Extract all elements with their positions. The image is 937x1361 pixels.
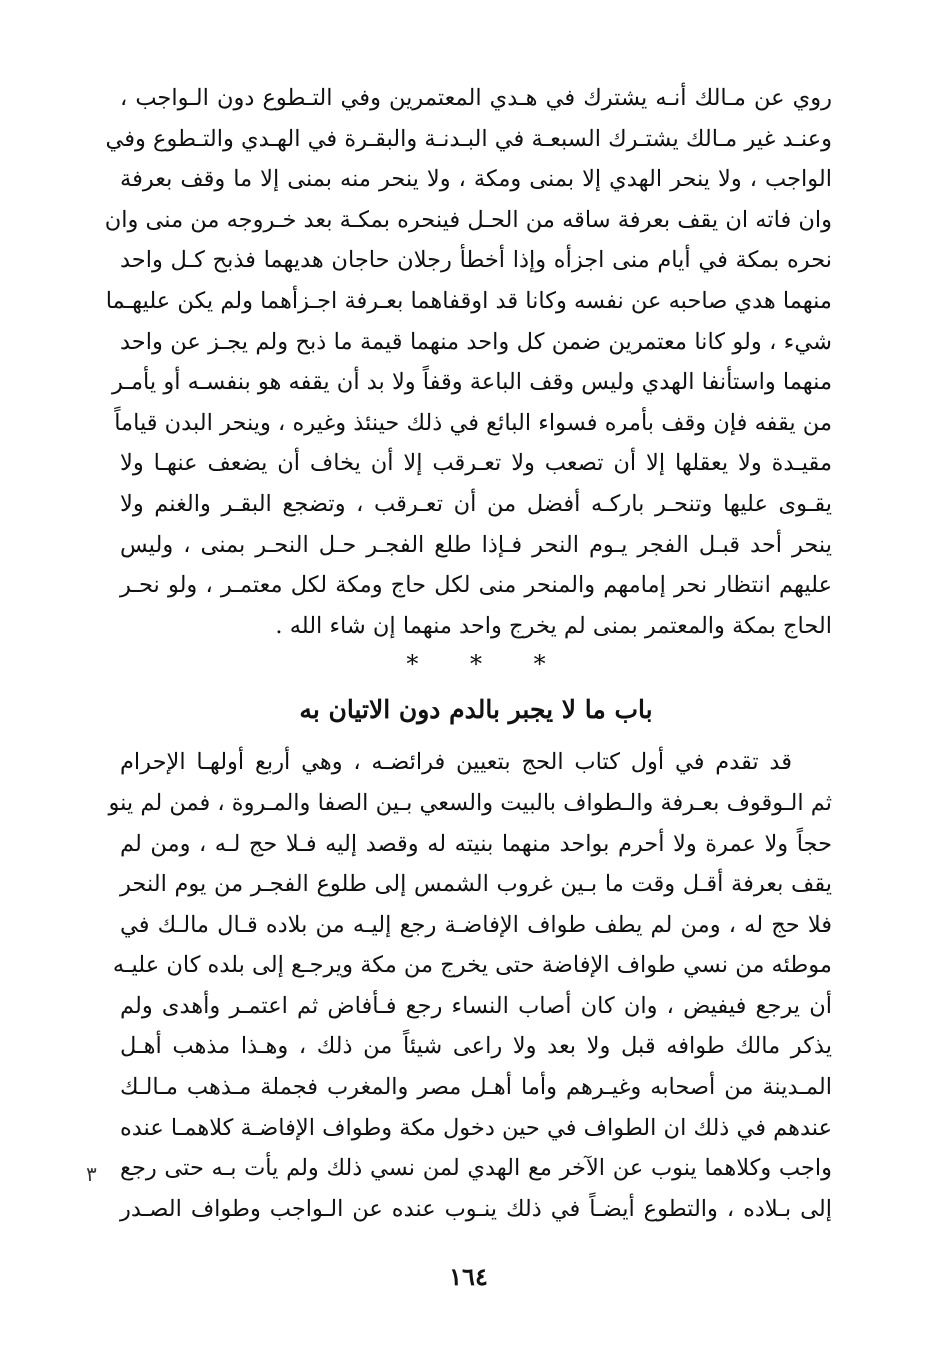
text-line: وان فاته ان يقف بعرفة ساقه من الحـل فينحره بمكـة بعد خـروجه من منى وان <box>104 206 832 233</box>
text-line: ثم الـوقوف بعـرفة والـطواف بالبيت والسعي بـين الصفا والمـروة ، فمن لم ينو <box>108 789 832 816</box>
page-body <box>104 78 832 1338</box>
text-line: من يقفه فإن وقف بأمره فسواء البائع في ذلك حينئذ وغيره ، وينحر البدن قياماً <box>114 409 832 436</box>
text-line: ينحر أحد قبـل الفجر يـوم النحر فـإذا طلع الفجـر حـل النحـر بمنى ، وليس <box>120 531 832 558</box>
text-line: عندهم في ذلك ان الطواف في حين دخول مكة وطواف الإفاضـة كلاهمـا عنده <box>119 1114 832 1141</box>
text-line: يقف بعرفة أقـل وقت ما بـين غروب الشمس إلى طلوع الفجـر من يوم النحر <box>120 871 832 898</box>
text-line: مقيـدة ولا يعقلها إلا أن تصعب ولا تعـرقب إلا أن يخاف أن يضعف عنهـا ولا <box>120 450 832 477</box>
text-line: أن يرجع فيفيض ، وان كان أصاب النساء رجع فـأفاض ثم اعتمـر وأهدى ولم <box>120 992 832 1019</box>
paragraph-1 <box>104 78 832 646</box>
text-line: نحره بمكة في أيام منى اجزأه وإذا أخطأ رجلان حاجان هديهما فذبح كـل واحد <box>120 247 832 274</box>
page-number: ١٦٤ <box>449 1262 488 1291</box>
text-line: روي عن مـالك أنـه يشترك في هـدي المعتمرين وفي التـطوع دون الـواجب ، <box>120 85 832 111</box>
margin-mark: ٣ <box>86 1162 97 1186</box>
text-line: منهما واستأنفا الهدي وليس وقف الباعة وقفاً ولا بد أن يقفه هو بنفسـه أو يأمـر <box>112 369 832 396</box>
text-line: يذكر مالك طوافه قبل ولا بعد ولا راعى شيئاً من ذلك ، وهـذا مذهب أهـل <box>120 1033 832 1060</box>
text-line: شيء ، ولو كانا معتمرين ضمن كل واحد منهما قيمة ما ذبح ولم يجـز عن واحد <box>120 328 832 355</box>
text-line: فلا حج له ، ومن لم يطف طواف الإفاضـة رجع إليـه من بلاده قـال مالـك في <box>120 911 832 938</box>
text-line: قد تقدم في أول كتاب الحج بتعيين فرائضـه ، وهي أربع أولهـا الإحرام <box>120 749 792 776</box>
text-line: الواجب ، ولا ينحر الهدي إلا بمنى ومكة ، ولا ينحر منه بمنى إلا ما وقف بعرفة <box>120 166 832 193</box>
text-line: موطئه من نسي طواف الإفاضة حتى يخرج من مكة ويرجـع إلى بلده كان عليـه <box>112 952 832 979</box>
text-line: المـدينة من أصحابه وغيـرهم وأما أهـل مصر والمغرب فجملة مـذهب مـالـك <box>120 1074 832 1101</box>
text-line: منهما هدي صاحبه عن نفسه وكانا قد اوقفاهما بعـرفة اجـزأهما ولم يكن عليهـما <box>105 287 832 314</box>
text-line: حجاً ولا عمرة ولا أحرم بواحد منهما بنيته له وقصد إليه فـلا حج لـه ، ومن لم <box>120 830 832 857</box>
text-line: يقـوى عليها وتنحـر باركـه أفضل من أن تعـرقب ، وتضجع البقـر والغنم ولا <box>120 490 832 517</box>
section-separator: * * * <box>406 650 568 679</box>
paragraph-2 <box>108 742 832 1229</box>
text-line: وعنـد غير مـالك يشتـرك السبعـة في البـدنـة والبقـرة في الهـدي والتـطوع وفي <box>105 125 832 152</box>
text-line: الحاج بمكة والمعتمر بمنى لم يخرج واحد منهما إن شاء الله . <box>275 612 832 639</box>
text-line: واجب وكلاهما ينوب عن الآخر مع الهدي لمن نسي ذلك ولم يأت بـه حتى رجع <box>120 1155 832 1182</box>
text-line: إلى بـلاده ، والتطوع أيضـاً في ذلك ينـوب عنده عن الـواجب وطواف الصـدر <box>120 1195 832 1222</box>
text-line: عليهم انتظار نحر إمامهم والمنحر منى لكل حاج ومكة لكل معتمـر ، ولو نحـر <box>120 572 832 599</box>
chapter-heading: باب ما لا يجبر بالدم دون الاتيان به <box>299 695 653 725</box>
